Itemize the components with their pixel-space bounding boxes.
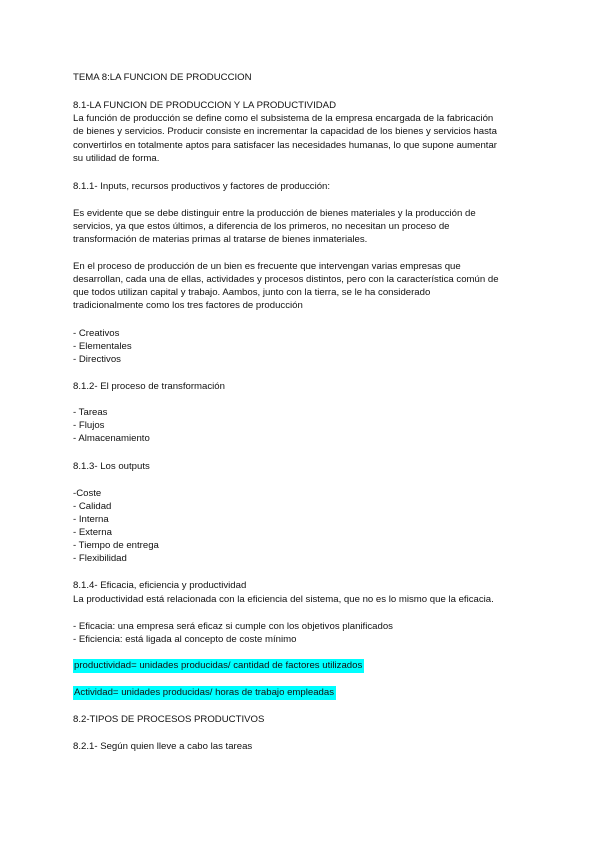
formula-actividad (73, 686, 336, 699)
list-item: - Elementales (73, 341, 132, 352)
paragraph-line: que todos utilizan capital y trabajo. Aambos, junto con la tierra, se le ha considerado (73, 287, 431, 298)
formula-productividad (73, 659, 364, 672)
list-item: - Externa (73, 527, 112, 538)
paragraph-line: transformación de materias primas al tratarse de bienes inmateriales. (73, 234, 368, 245)
list-item: - Eficiencia: está ligada al concepto de coste mínimo (73, 634, 297, 645)
highlighted-text: Actividad= unidades producidas/ horas de trabajo empleadas (74, 687, 335, 698)
subsection-heading-8-1-1: 8.1.1- Inputs, recursos productivos y factores de producción: (73, 181, 331, 192)
highlighted-text: productividad= unidades producidas/ cantidad de factores utilizados (74, 660, 363, 671)
document-title: TEMA 8:LA FUNCION DE PRODUCCION (73, 72, 252, 83)
subsection-heading-8-1-3: 8.1.3- Los outputs (73, 461, 150, 472)
list-item: - Creativos (73, 328, 120, 339)
paragraph-line: En el proceso de producción de un bien es frecuente que intervengan varias empresas que (73, 261, 461, 272)
section-heading-8-2: 8.2-TIPOS DE PROCESOS PRODUCTIVOS (73, 714, 265, 725)
paragraph-line: su utilidad de forma. (73, 153, 160, 164)
list-item: - Calidad (73, 501, 112, 512)
subsection-heading-8-1-2: 8.1.2- El proceso de transformación (73, 381, 225, 392)
list-item: - Flexibilidad (73, 553, 127, 564)
paragraph-line: La productividad está relacionada con la eficiencia del sistema, que no es lo mismo que la eficacia. (73, 594, 494, 605)
paragraph-line: La función de producción se define como el subsistema de la empresa encargada de la fabricación (73, 113, 494, 124)
list-item: - Tareas (73, 407, 108, 418)
list-item: - Flujos (73, 420, 105, 431)
paragraph-line: convertirlos en totalmente aptos para satisfacer las necesidades humanas, lo que supone aumentar (73, 140, 497, 151)
paragraph-line: Es evidente que se debe distinguir entre la producción de bienes materiales y la producción de (73, 208, 476, 219)
subsection-heading-8-2-1: 8.2.1- Según quien lleve a cabo las tareas (73, 741, 253, 752)
list-item: -Coste (73, 488, 102, 499)
list-item: - Almacenamiento (73, 433, 150, 444)
paragraph-line: tradicionalmente como los tres factores de producción (73, 300, 303, 311)
paragraph-line: de bienes y servicios. Producir consiste en incrementar la capacidad de los bienes y servicios hasta (73, 126, 497, 137)
list-item: - Eficacia: una empresa será eficaz si cumple con los objetivos planificados (73, 621, 393, 632)
subsection-heading-8-1-4: 8.1.4- Eficacia, eficiencia y productividad (73, 580, 247, 591)
list-item: - Tiempo de entrega (73, 540, 159, 551)
paragraph-line: desarrollan, cada una de ellas, actividades y procesos distintos, pero con la característica común de (73, 274, 499, 285)
list-item: - Interna (73, 514, 109, 525)
list-item: - Directivos (73, 354, 121, 365)
paragraph-line: servicios, ya que estos últimos, a diferencia de los primeros, no necesitan un proceso de (73, 221, 450, 232)
section-heading-8-1: 8.1-LA FUNCION DE PRODUCCION Y LA PRODUCTIVIDAD (73, 100, 336, 111)
